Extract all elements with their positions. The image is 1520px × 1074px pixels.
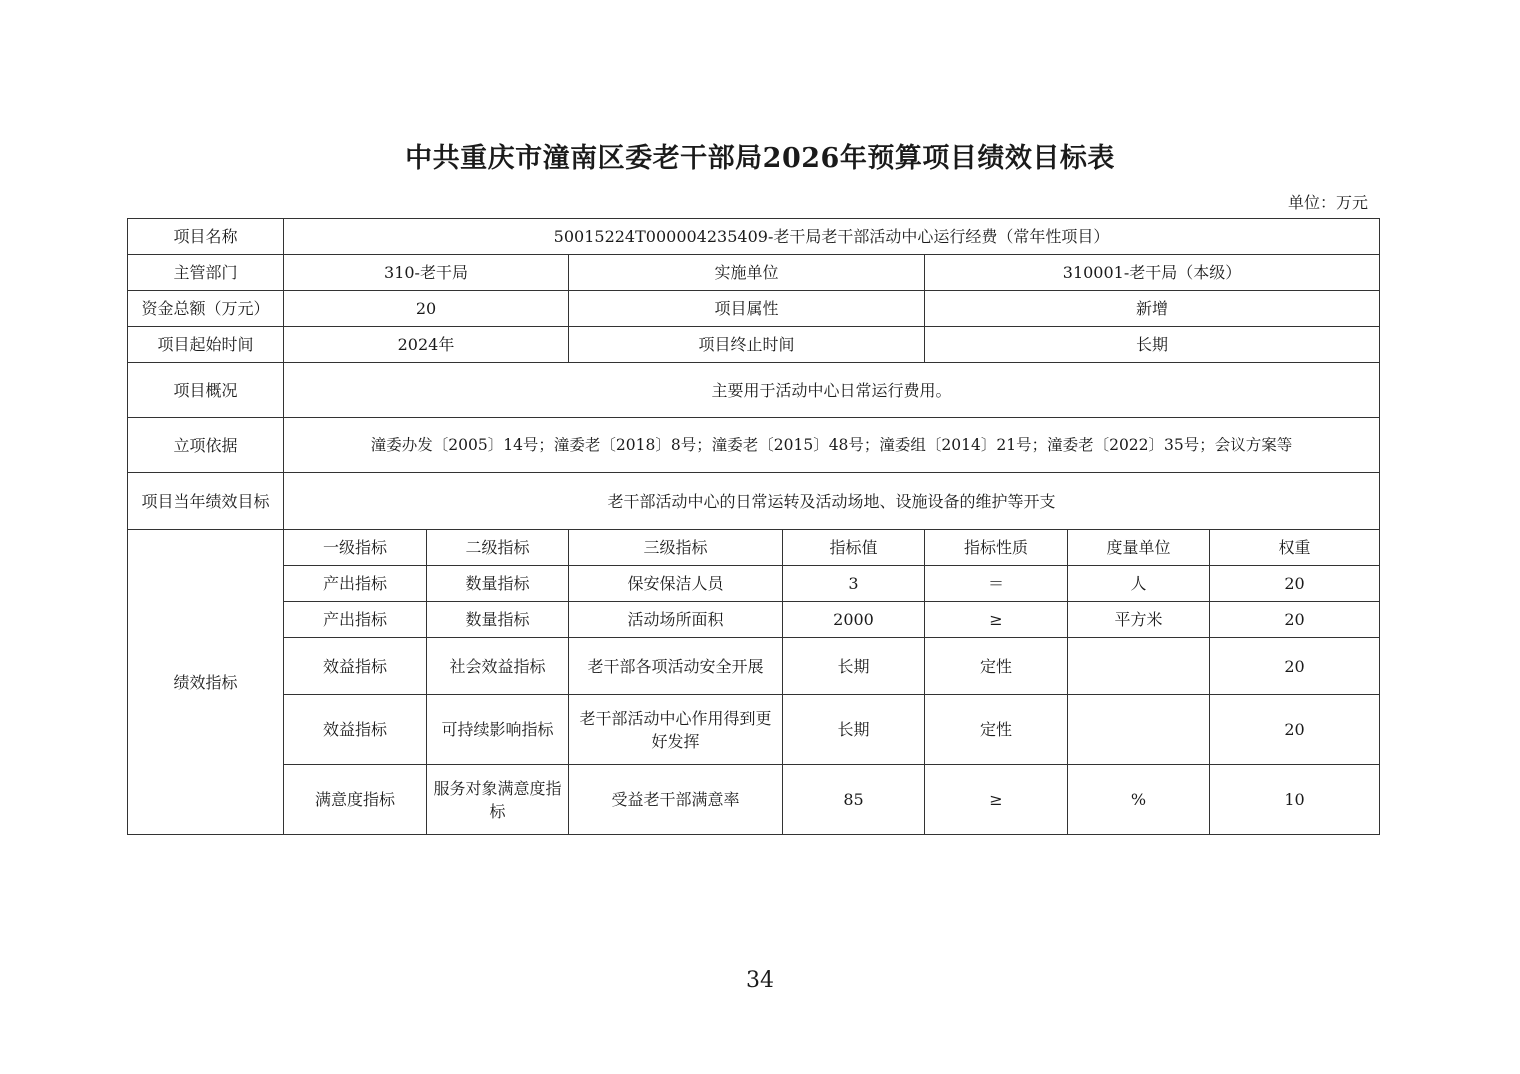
row-goal bbox=[128, 473, 1380, 530]
row-dept bbox=[128, 255, 1380, 291]
value-funds: 20 bbox=[284, 291, 569, 327]
label-indicators: 绩效指标 bbox=[128, 530, 284, 835]
label-dept: 主管部门 bbox=[128, 255, 284, 291]
cell-nature: 定性 bbox=[925, 638, 1068, 695]
cell-nature: 定性 bbox=[925, 695, 1068, 765]
cell-value: 2000 bbox=[783, 602, 925, 638]
header-level1: 一级指标 bbox=[284, 530, 427, 566]
label-overview: 项目概况 bbox=[128, 363, 284, 418]
cell-value: 3 bbox=[783, 566, 925, 602]
cell-unit: 平方米 bbox=[1068, 602, 1210, 638]
label-attr: 项目属性 bbox=[569, 291, 925, 327]
cell-weight: 20 bbox=[1210, 695, 1380, 765]
indicator-header-row bbox=[128, 530, 1380, 566]
cell-weight: 20 bbox=[1210, 566, 1380, 602]
cell-level1: 效益指标 bbox=[284, 638, 427, 695]
table-row bbox=[128, 602, 1380, 638]
value-end: 长期 bbox=[925, 327, 1380, 363]
table-row bbox=[128, 638, 1380, 695]
cell-weight: 10 bbox=[1210, 765, 1380, 835]
cell-level3: 保安保洁人员 bbox=[569, 566, 783, 602]
cell-level1: 产出指标 bbox=[284, 566, 427, 602]
cell-unit bbox=[1068, 695, 1210, 765]
value-dept: 310-老干局 bbox=[284, 255, 569, 291]
page-number: 34 bbox=[746, 968, 774, 993]
value-impl-unit: 310001-老干局（本级） bbox=[925, 255, 1380, 291]
cell-level1: 产出指标 bbox=[284, 602, 427, 638]
cell-level2: 社会效益指标 bbox=[427, 638, 569, 695]
header-nature: 指标性质 bbox=[925, 530, 1068, 566]
cell-unit bbox=[1068, 638, 1210, 695]
row-basis bbox=[128, 418, 1380, 473]
page-title: 中共重庆市潼南区委老干部局2026年预算项目绩效目标表 bbox=[405, 143, 1115, 174]
header-weight: 权重 bbox=[1210, 530, 1380, 566]
cell-level2: 数量指标 bbox=[427, 602, 569, 638]
cell-level2: 可持续影响指标 bbox=[427, 695, 569, 765]
label-goal: 项目当年绩效目标 bbox=[128, 473, 284, 530]
cell-nature: ≥ bbox=[925, 765, 1068, 835]
unit-label: 单位：万元 bbox=[1287, 193, 1368, 212]
cell-level2: 服务对象满意度指标 bbox=[427, 765, 569, 835]
value-goal: 老干部活动中心的日常运转及活动场地、设施设备的维护等开支 bbox=[284, 473, 1380, 530]
row-overview bbox=[128, 363, 1380, 418]
header-value: 指标值 bbox=[783, 530, 925, 566]
row-project-name bbox=[128, 219, 1380, 255]
performance-target-table bbox=[127, 218, 1380, 835]
cell-nature: ＝ bbox=[925, 566, 1068, 602]
cell-nature: ≥ bbox=[925, 602, 1068, 638]
table-row bbox=[128, 695, 1380, 765]
cell-level3: 老干部各项活动安全开展 bbox=[569, 638, 783, 695]
value-attr: 新增 bbox=[925, 291, 1380, 327]
cell-weight: 20 bbox=[1210, 602, 1380, 638]
cell-level3: 老干部活动中心作用得到更好发挥 bbox=[569, 695, 783, 765]
header-unit: 度量单位 bbox=[1068, 530, 1210, 566]
label-basis: 立项依据 bbox=[128, 418, 284, 473]
cell-level1: 效益指标 bbox=[284, 695, 427, 765]
cell-value: 长期 bbox=[783, 695, 925, 765]
cell-level2: 数量指标 bbox=[427, 566, 569, 602]
label-impl-unit: 实施单位 bbox=[569, 255, 925, 291]
value-overview: 主要用于活动中心日常运行费用。 bbox=[284, 363, 1380, 418]
value-basis: 潼委办发〔2005〕14号；潼委老〔2018〕8号；潼委老〔2015〕48号；潼委组〔2014〕21号；潼委老〔2022〕35号；会议方案等 bbox=[284, 418, 1380, 473]
row-funds bbox=[128, 291, 1380, 327]
cell-level1: 满意度指标 bbox=[284, 765, 427, 835]
value-start: 2024年 bbox=[284, 327, 569, 363]
cell-unit: 人 bbox=[1068, 566, 1210, 602]
cell-value: 85 bbox=[783, 765, 925, 835]
header-level2: 二级指标 bbox=[427, 530, 569, 566]
label-end: 项目终止时间 bbox=[569, 327, 925, 363]
header-level3: 三级指标 bbox=[569, 530, 783, 566]
label-funds: 资金总额（万元） bbox=[128, 291, 284, 327]
table-row bbox=[128, 765, 1380, 835]
cell-level3: 受益老干部满意率 bbox=[569, 765, 783, 835]
row-period bbox=[128, 327, 1380, 363]
cell-level3: 活动场所面积 bbox=[569, 602, 783, 638]
cell-value: 长期 bbox=[783, 638, 925, 695]
value-project-name: 50015224T000004235409-老干局老干部活动中心运行经费（常年性项目） bbox=[284, 219, 1380, 255]
label-start: 项目起始时间 bbox=[128, 327, 284, 363]
label-project-name: 项目名称 bbox=[128, 219, 284, 255]
table-row bbox=[128, 566, 1380, 602]
cell-unit: % bbox=[1068, 765, 1210, 835]
cell-weight: 20 bbox=[1210, 638, 1380, 695]
